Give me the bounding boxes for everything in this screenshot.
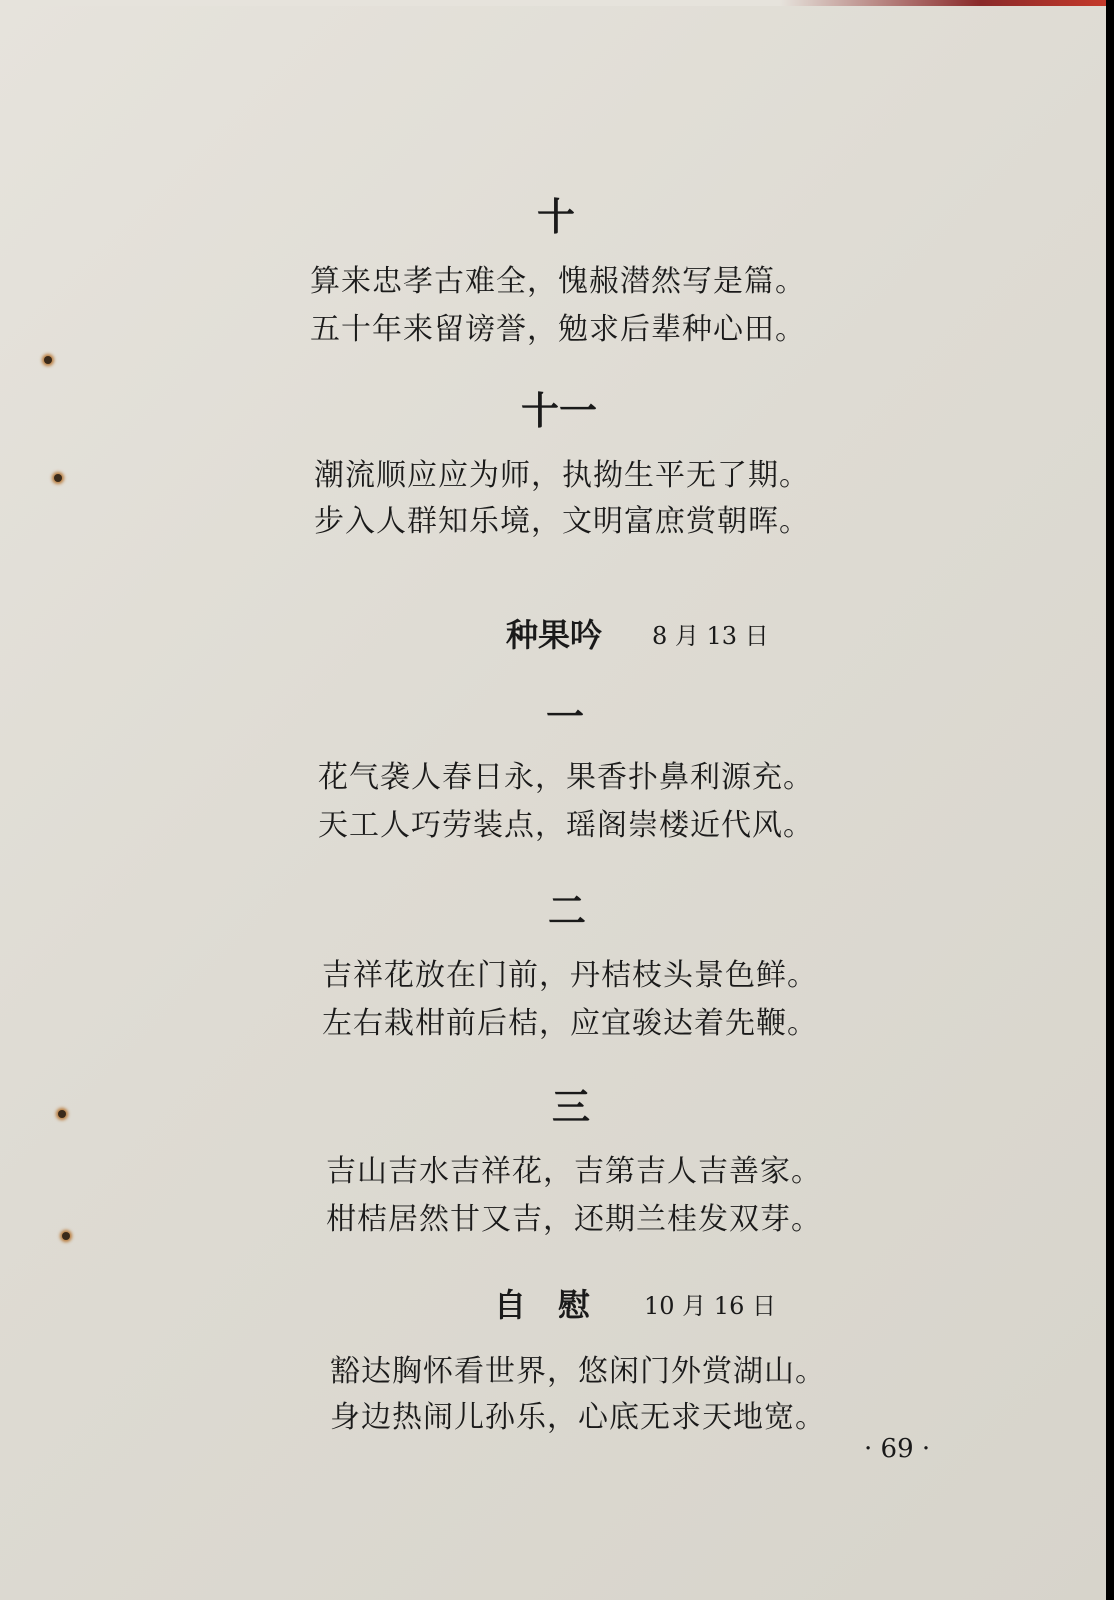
section-number: 十 [537, 194, 576, 239]
section-number: 三 [552, 1084, 591, 1129]
poem-line: 算来忠孝古难全，愧赧潜然写是篇。 [310, 264, 806, 299]
page-top-edge [0, 0, 1114, 6]
poem-line: 天工人巧劳装点，瑶阁崇楼近代风。 [318, 808, 814, 843]
poem-line: 柑桔居然甘又吉，还期兰桂发双芽。 [326, 1202, 822, 1237]
poem-line: 花气袭人春日永，果香扑鼻利源充。 [318, 760, 814, 795]
binding-hole [62, 1232, 70, 1240]
poem-line: 身边热闹儿孙乐，心底无求天地宽。 [330, 1400, 826, 1435]
poem-line: 吉山吉水吉祥花，吉第吉人吉善家。 [326, 1154, 822, 1189]
poem-line: 五十年来留谤誉，勉求后辈种心田。 [310, 312, 806, 347]
section-number: 十一 [521, 388, 598, 433]
poem-date: 8 月 13 日 [652, 622, 769, 650]
binding-hole [54, 474, 62, 482]
poem-line: 吉祥花放在门前，丹桔枝头景色鲜。 [322, 958, 818, 993]
poem-line: 潮流顺应应为师，执拗生平无了期。 [314, 458, 810, 493]
poem-title: 自 慰 [494, 1286, 591, 1324]
poem-line: 步入人群知乐境，文明富庶赏朝晖。 [314, 504, 810, 539]
poem-line: 左右栽柑前后桔，应宜骏达着先鞭。 [322, 1006, 818, 1041]
page-number: · 69 · [864, 1434, 931, 1464]
section-number: 二 [548, 888, 587, 933]
binding-hole [44, 356, 52, 364]
section-number: 一 [546, 694, 585, 739]
binding-hole [58, 1110, 66, 1118]
poem-date: 10 月 16 日 [644, 1292, 776, 1320]
page-right-edge [1106, 0, 1114, 1600]
poem-line: 豁达胸怀看世界，悠闲门外赏湖山。 [330, 1354, 826, 1389]
poem-title: 种果吟 [506, 616, 603, 654]
